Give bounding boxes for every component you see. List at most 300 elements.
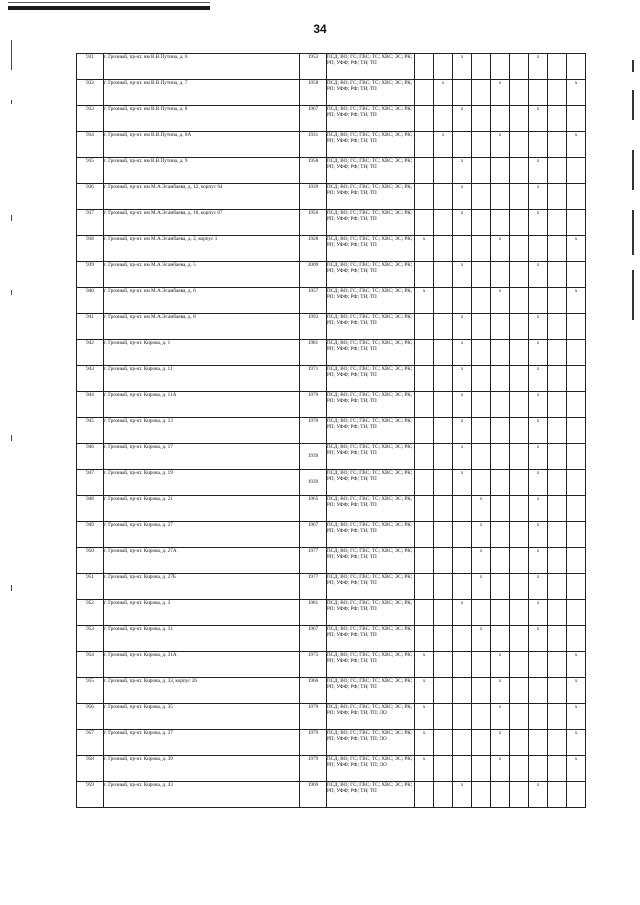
period-mark-cell [491,418,510,444]
period-mark-cell [548,652,567,678]
period-mark-cell [434,314,453,340]
period-mark-cell: x [567,288,586,314]
period-mark-cell: x [529,54,548,80]
address-cell: г. Грозный, пр-кт. Кирова, д. 19 [104,470,300,496]
period-mark-cell [453,678,472,704]
period-mark-cell [510,236,529,262]
table-row [77,782,586,808]
period-mark-cell [415,106,434,132]
period-mark-cell [472,262,491,288]
period-mark-cell [491,340,510,366]
period-mark-cell [510,652,529,678]
table-row [77,444,586,470]
works-list-cell: ПСД; ВО; ГС; ГВС; ТС; ХВС; ЭС; РК; РП; УФФ; РФ; ТН; ТП [327,392,415,418]
period-mark-cell [472,392,491,418]
period-mark-cell [491,574,510,600]
period-mark-cell [434,496,453,522]
period-mark-cell [548,132,567,158]
period-mark-cell [415,262,434,288]
period-mark-cell: x [529,340,548,366]
period-mark-cell: x [567,132,586,158]
year-cell: 1931 [300,132,327,158]
period-mark-cell [472,600,491,626]
period-mark-cell [510,522,529,548]
period-mark-cell [415,470,434,496]
address-cell: г. Грозный, пр-кт. Кирова, д. 17 [104,444,300,470]
year-cell: 1939 [300,444,327,470]
scan-top-bar [8,6,210,10]
period-mark-cell [491,106,510,132]
period-mark-cell [510,730,529,756]
works-list-cell: ПСД; ВО; ГС; ГВС; ТС; ХВС; ЭС; РК; РП; УФФ; РФ; ТН; ТП [327,418,415,444]
period-mark-cell [510,80,529,106]
period-mark-cell [415,54,434,80]
works-list-cell: ПСД; ВО; ГС; ГВС; ТС; ХВС; ЭС; РК; РП; УФФ; РФ; ТН; ТП; ЛО [327,704,415,730]
works-list-cell: ПСД; ВО; ГС; ГВС; ТС; ХВС; ЭС; РК; РП; УФФ; РФ; ТН; ТП [327,548,415,574]
period-mark-cell: x [529,392,548,418]
table-row [77,340,586,366]
address-cell: г. Грозный, пр-кт. Кирова, д. 11 [104,366,300,392]
works-list-cell: ПСД; ВО; ГС; ГВС; ТС; ХВС; ЭС; РК; РП; УФФ; РФ; ТН; ТП [327,574,415,600]
period-mark-cell [510,184,529,210]
row-number-cell: 957 [77,730,104,756]
period-mark-cell: x [491,132,510,158]
period-mark-cell [510,444,529,470]
period-mark-cell [510,54,529,80]
period-mark-cell [567,548,586,574]
period-mark-cell [415,392,434,418]
period-mark-cell [510,470,529,496]
period-mark-cell [472,730,491,756]
year-cell: 1970 [300,392,327,418]
period-mark-cell: x [453,366,472,392]
period-mark-cell: x [415,704,434,730]
period-mark-cell [567,210,586,236]
period-mark-cell: x [453,158,472,184]
period-mark-cell [434,782,453,808]
period-mark-cell [434,392,453,418]
period-mark-cell [491,600,510,626]
period-mark-cell [529,756,548,782]
period-mark-cell: x [453,470,472,496]
period-mark-cell [415,418,434,444]
row-number-cell: 937 [77,210,104,236]
works-list-cell: ПСД; ВО; ГС; ГВС; ТС; ХВС; ЭС; РК; РП; УФФ; РФ; ТН; ТП [327,288,415,314]
works-list-cell: ПСД; ВО; ГС; ГВС; ТС; ХВС; ЭС; РК; РП; УФФ; РФ; ТН; ТП [327,366,415,392]
period-mark-cell [472,366,491,392]
period-mark-cell [434,158,453,184]
address-cell: г. Грозный, пр-кт. Кирова, д. 13 [104,418,300,444]
row-number-cell: 949 [77,522,104,548]
period-mark-cell [548,106,567,132]
period-mark-cell: x [529,314,548,340]
table-row [77,106,586,132]
works-list-cell: ПСД; ВО; ГС; ГВС; ТС; ХВС; ЭС; РК; РП; УФФ; РФ; ТН; ТП [327,340,415,366]
period-mark-cell: x [529,626,548,652]
period-mark-cell [453,522,472,548]
period-mark-cell: x [491,236,510,262]
period-mark-cell [510,340,529,366]
address-cell: г. Грозный, пр-кт. Кирова, д. 27 [104,522,300,548]
works-list-cell: ПСД; ВО; ГС; ГВС; ТС; ХВС; ЭС; РК; РП; УФФ; РФ; ТН; ТП [327,522,415,548]
year-cell: 1967 [300,626,327,652]
period-mark-cell [491,184,510,210]
period-mark-cell [567,470,586,496]
year-cell: 1977 [300,548,327,574]
period-mark-cell [415,444,434,470]
period-mark-cell [491,54,510,80]
period-mark-cell [548,704,567,730]
period-mark-cell: x [453,262,472,288]
table-row [77,132,586,158]
period-mark-cell: x [567,80,586,106]
period-mark-cell: x [491,288,510,314]
period-mark-cell [548,340,567,366]
period-mark-cell [415,600,434,626]
row-number-cell: 947 [77,470,104,496]
period-mark-cell [472,418,491,444]
period-mark-cell [548,288,567,314]
period-mark-cell: x [529,522,548,548]
period-mark-cell: x [491,652,510,678]
period-mark-cell [415,574,434,600]
period-mark-cell [510,756,529,782]
table-row [77,262,586,288]
period-mark-cell: x [529,418,548,444]
period-mark-cell [472,340,491,366]
table-row [77,470,586,496]
period-mark-cell [472,184,491,210]
period-mark-cell: x [415,730,434,756]
period-mark-cell [548,210,567,236]
period-mark-cell [415,340,434,366]
period-mark-cell [453,132,472,158]
period-mark-cell [529,704,548,730]
works-list-cell: ПСД; ВО; ГС; ГВС; ТС; ХВС; ЭС; РК; РП; УФФ; РФ; ТН; ТП [327,782,415,808]
year-cell: 1966 [300,678,327,704]
address-cell: г. Грозный, пр-кт. Кирова, д. 31 [104,626,300,652]
period-mark-cell: x [415,652,434,678]
period-mark-cell: x [472,522,491,548]
address-cell: г. Грозный, пр-кт. Кирова, д. 37 [104,730,300,756]
year-cell: 1981 [300,600,327,626]
row-number-cell: 945 [77,418,104,444]
period-mark-cell [548,782,567,808]
period-mark-cell [529,236,548,262]
address-cell: г. Грозный, пр-кт. Кирова, д. 1 [104,340,300,366]
table-row [77,756,586,782]
address-cell: г. Грозный, пр-кт. им В.В.Путина, д. 7 [104,80,300,106]
period-mark-cell: x [567,678,586,704]
year-cell: 1977 [300,574,327,600]
period-mark-cell [434,652,453,678]
period-mark-cell [491,444,510,470]
period-mark-cell [491,262,510,288]
period-mark-cell: x [453,54,472,80]
period-mark-cell [548,730,567,756]
period-mark-cell [415,132,434,158]
period-mark-cell [453,548,472,574]
period-mark-cell [434,730,453,756]
table-row [77,184,586,210]
works-list-cell: ПСД; ВО; ГС; ГВС; ТС; ХВС; ЭС; РК; РП; УФФ; РФ; ТН; ТП [327,54,415,80]
address-cell: г. Грозный, пр-кт. Кирова, д. 33, корпус 26 [104,678,300,704]
table-row [77,652,586,678]
period-mark-cell: x [453,314,472,340]
table-row [77,392,586,418]
period-mark-cell [510,418,529,444]
scan-edge-line [8,2,210,3]
period-mark-cell [567,444,586,470]
period-mark-cell [453,730,472,756]
address-cell: г. Грозный, пр-кт. им М.А.Эсамбаева, д. 8 [104,314,300,340]
period-mark-cell: x [415,288,434,314]
period-mark-cell [567,262,586,288]
year-cell: 2009 [300,262,327,288]
row-number-cell: 943 [77,366,104,392]
period-mark-cell [491,496,510,522]
period-mark-cell [434,600,453,626]
period-mark-cell [434,54,453,80]
row-number-cell: 953 [77,626,104,652]
address-cell: г. Грозный, пр-кт. Кирова, д. 31А [104,652,300,678]
row-number-cell: 951 [77,574,104,600]
period-mark-cell: x [453,340,472,366]
page-number: 34 [313,22,327,36]
address-cell: г. Грозный, пр-кт. им М.А.Эсамбаева, д. 5 [104,262,300,288]
period-mark-cell [510,262,529,288]
year-cell: 1928 [300,236,327,262]
row-number-cell: 950 [77,548,104,574]
row-number-cell: 952 [77,600,104,626]
period-mark-cell: x [491,704,510,730]
period-mark-cell [529,288,548,314]
year-cell: 1979 [300,704,327,730]
period-mark-cell [548,314,567,340]
period-mark-cell [491,158,510,184]
binding-marks-right [628,60,638,320]
period-mark-cell: x [529,574,548,600]
table-row [77,158,586,184]
period-mark-cell [548,80,567,106]
address-cell: г. Грозный, пр-кт. Кирова, д. 21 [104,496,300,522]
period-mark-cell [567,340,586,366]
works-list-cell: ПСД; ВО; ГС; ГВС; ТС; ХВС; ЭС; РК; РП; УФФ; РФ; ТН; ТП [327,132,415,158]
works-list-cell: ПСД; ВО; ГС; ГВС; ТС; ХВС; ЭС; РК; РП; УФФ; РФ; ТН; ТП [327,600,415,626]
works-list-cell: ПСД; ВО; ГС; ГВС; ТС; ХВС; ЭС; РК; РП; УФФ; РФ; ТН; ТП [327,314,415,340]
period-mark-cell: x [529,548,548,574]
period-mark-cell [453,236,472,262]
year-cell: 1939 [300,184,327,210]
period-mark-cell [567,626,586,652]
address-cell: г. Грозный, пр-кт. Кирова, д. 35 [104,704,300,730]
period-mark-cell [434,756,453,782]
period-mark-cell [548,392,567,418]
period-mark-cell [529,652,548,678]
period-mark-cell [567,392,586,418]
year-cell: 1970 [300,418,327,444]
period-mark-cell [434,210,453,236]
table-row [77,236,586,262]
period-mark-cell [510,600,529,626]
address-cell: г. Грозный, пр-кт. им М.А.Эсамбаева, д. 12, корпус 64 [104,184,300,210]
period-mark-cell [472,756,491,782]
works-list-cell: ПСД; ВО; ГС; ГВС; ТС; ХВС; ЭС; РК; РП; УФФ; РФ; ТН; ТП [327,210,415,236]
period-mark-cell [510,158,529,184]
period-mark-cell [567,600,586,626]
table-row [77,626,586,652]
table-row [77,418,586,444]
period-mark-cell [510,366,529,392]
period-mark-cell [548,418,567,444]
period-mark-cell [529,730,548,756]
works-list-cell: ПСД; ВО; ГС; ГВС; ТС; ХВС; ЭС; РК; РП; УФФ; РФ; ТН; ТП [327,106,415,132]
works-list-cell: ПСД; ВО; ГС; ГВС; ТС; ХВС; ЭС; РК; РП; УФФ; РФ; ТН; ТП [327,626,415,652]
period-mark-cell [491,366,510,392]
period-mark-cell [548,262,567,288]
period-mark-cell [415,548,434,574]
address-cell: г. Грозный, пр-кт. Кирова, д. 11А [104,392,300,418]
period-mark-cell [567,184,586,210]
works-list-cell: ПСД; ВО; ГС; ГВС; ТС; ХВС; ЭС; РК; РП; УФФ; РФ; ТН; ТП; ЛО [327,756,415,782]
works-list-cell: ПСД; ВО; ГС; ГВС; ТС; ХВС; ЭС; РК; РП; УФФ; РФ; ТН; ТП [327,444,415,470]
period-mark-cell [472,106,491,132]
year-cell: 1953 [300,54,327,80]
period-mark-cell: x [529,184,548,210]
period-mark-cell: x [491,678,510,704]
period-mark-cell: x [529,600,548,626]
period-mark-cell [567,496,586,522]
period-mark-cell [453,288,472,314]
period-mark-cell [548,54,567,80]
period-mark-cell: x [529,496,548,522]
works-list-cell: ПСД; ВО; ГС; ГВС; ТС; ХВС; ЭС; РК; РП; УФФ; РФ; ТН; ТП [327,236,415,262]
row-number-cell: 959 [77,782,104,808]
period-mark-cell [567,522,586,548]
period-mark-cell: x [415,236,434,262]
period-mark-cell: x [529,782,548,808]
period-mark-cell [567,366,586,392]
works-list-cell: ПСД; ВО; ГС; ГВС; ТС; ХВС; ЭС; РК; РП; УФФ; РФ; ТН; ТП [327,80,415,106]
year-cell: 1958 [300,158,327,184]
period-mark-cell [548,756,567,782]
period-mark-cell [472,236,491,262]
address-cell: г. Грозный, пр-кт. Кирова, д. 43 [104,782,300,808]
year-cell: 1958 [300,80,327,106]
period-mark-cell [434,678,453,704]
period-mark-cell: x [453,600,472,626]
period-mark-cell [434,704,453,730]
period-mark-cell [434,548,453,574]
period-mark-cell: x [529,210,548,236]
address-cell: г. Грозный, пр-кт. Кирова, д. 27А [104,548,300,574]
period-mark-cell: x [453,106,472,132]
works-list-cell: ПСД; ВО; ГС; ГВС; ТС; ХВС; ЭС; РК; РП; УФФ; РФ; ТН; ТП [327,496,415,522]
period-mark-cell [491,522,510,548]
address-cell: г. Грозный, пр-кт. им В.В.Путина, д. 9 [104,158,300,184]
period-mark-cell [510,574,529,600]
period-mark-cell [434,236,453,262]
row-number-cell: 938 [77,236,104,262]
period-mark-cell [491,548,510,574]
row-number-cell: 956 [77,704,104,730]
period-mark-cell [510,132,529,158]
period-mark-cell [415,184,434,210]
period-mark-cell: x [434,80,453,106]
row-number-cell: 942 [77,340,104,366]
period-mark-cell [567,782,586,808]
period-mark-cell [548,444,567,470]
works-list-cell: ПСД; ВО; ГС; ГВС; ТС; ХВС; ЭС; РК; РП; УФФ; РФ; ТН; ТП [327,262,415,288]
period-mark-cell [453,626,472,652]
row-number-cell: 931 [77,54,104,80]
period-mark-cell: x [472,626,491,652]
period-mark-cell [453,80,472,106]
period-mark-cell [472,314,491,340]
period-mark-cell [472,704,491,730]
period-mark-cell [415,626,434,652]
table-row [77,496,586,522]
period-mark-cell [548,184,567,210]
year-cell: 1967 [300,106,327,132]
period-mark-cell [472,158,491,184]
period-mark-cell [567,418,586,444]
period-mark-cell: x [529,262,548,288]
period-mark-cell: x [491,730,510,756]
row-number-cell: 941 [77,314,104,340]
period-mark-cell [434,522,453,548]
table-row [77,288,586,314]
period-mark-cell [510,392,529,418]
row-number-cell: 940 [77,288,104,314]
period-mark-cell: x [453,210,472,236]
table-row [77,522,586,548]
period-mark-cell [434,626,453,652]
period-mark-cell: x [529,444,548,470]
address-cell: г. Грозный, пр-кт. им М.А.Эсамбаева, д. 18, корпус 67 [104,210,300,236]
year-cell: 1979 [300,730,327,756]
period-mark-cell [472,652,491,678]
year-cell: 1971 [300,366,327,392]
period-mark-cell [434,418,453,444]
period-mark-cell: x [415,678,434,704]
year-cell: 1939 [300,470,327,496]
period-mark-cell [472,210,491,236]
period-mark-cell [567,158,586,184]
period-mark-cell [491,392,510,418]
period-mark-cell [529,678,548,704]
period-mark-cell [472,444,491,470]
period-mark-cell [548,158,567,184]
table-row [77,600,586,626]
period-mark-cell [472,678,491,704]
period-mark-cell [434,184,453,210]
row-number-cell: 934 [77,132,104,158]
period-mark-cell [453,704,472,730]
period-mark-cell [510,704,529,730]
period-mark-cell [529,132,548,158]
period-mark-cell [510,210,529,236]
year-cell: 1956 [300,210,327,236]
period-mark-cell [491,314,510,340]
period-mark-cell [510,106,529,132]
year-cell: 1993 [300,314,327,340]
period-mark-cell [415,80,434,106]
period-mark-cell: x [472,496,491,522]
address-cell: г. Грозный, пр-кт. им В.В.Путина, д. 8А [104,132,300,158]
period-mark-cell [510,678,529,704]
period-mark-cell [510,782,529,808]
